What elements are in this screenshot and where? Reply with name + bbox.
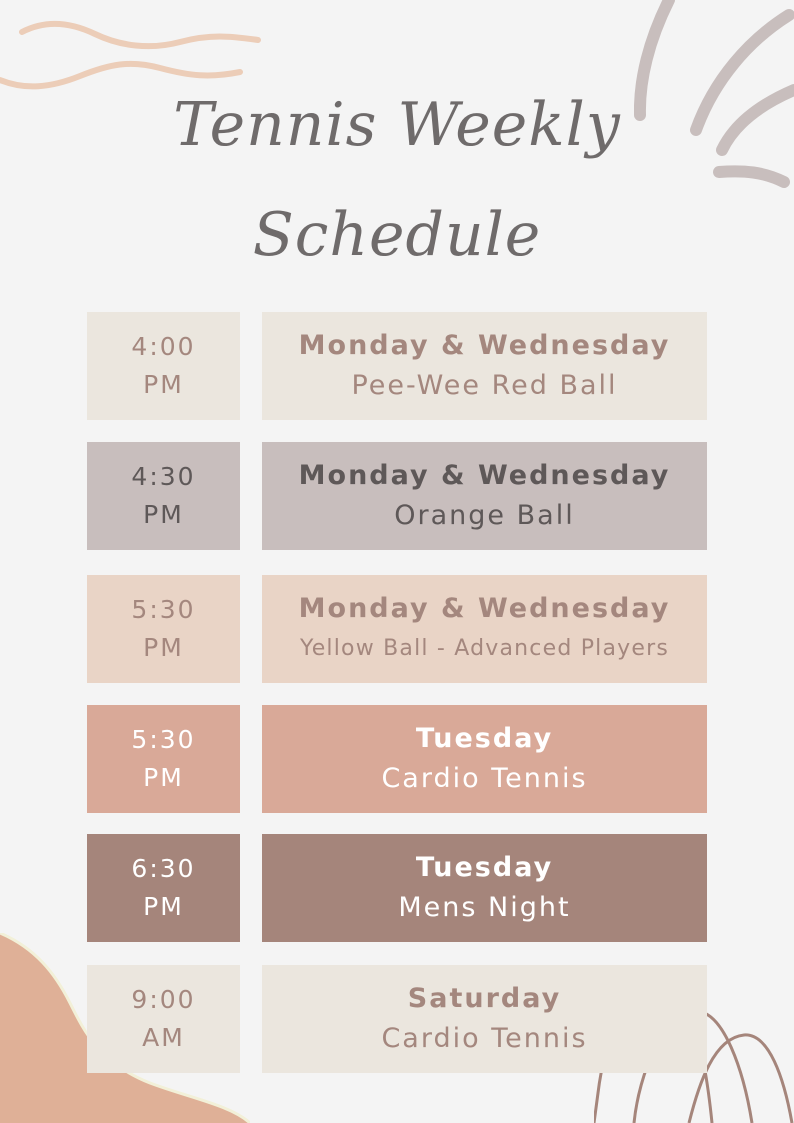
time-cell	[87, 834, 240, 942]
title-line-1: Tennis Weekly	[173, 90, 621, 160]
ampm-label: PM	[143, 370, 184, 399]
ampm-label: PM	[143, 892, 184, 921]
class-name: Pee-Wee Red Ball	[351, 370, 618, 401]
day-label: Tuesday	[415, 852, 554, 883]
time-label: 6:30	[131, 854, 196, 883]
class-cell	[262, 312, 707, 420]
ampm-label: PM	[143, 500, 184, 529]
class-name: Yellow Ball - Advanced Players	[299, 636, 670, 661]
time-cell	[87, 575, 240, 683]
class-cell	[262, 965, 707, 1073]
class-name: Cardio Tennis	[381, 1023, 588, 1054]
time-label: 4:30	[131, 462, 196, 491]
schedule-row	[87, 965, 707, 1073]
schedule-row	[87, 442, 707, 550]
class-cell	[262, 442, 707, 550]
schedule-row	[87, 312, 707, 420]
time-cell	[87, 442, 240, 550]
ampm-label: AM	[142, 1023, 185, 1052]
time-cell	[87, 312, 240, 420]
class-cell	[262, 834, 707, 942]
day-label: Monday & Wednesday	[298, 593, 671, 624]
time-label: 5:30	[131, 725, 196, 754]
time-cell	[87, 705, 240, 813]
schedule-row	[87, 834, 707, 942]
class-cell	[262, 575, 707, 683]
page-title	[0, 70, 794, 290]
day-label: Saturday	[407, 983, 562, 1014]
time-label: 9:00	[131, 985, 196, 1014]
title-line-2: Schedule	[252, 200, 542, 270]
ampm-label: PM	[143, 763, 184, 792]
schedule-row	[87, 575, 707, 683]
class-name: Cardio Tennis	[381, 763, 588, 794]
time-label: 4:00	[131, 332, 196, 361]
class-cell	[262, 705, 707, 813]
day-label: Monday & Wednesday	[298, 460, 671, 491]
time-cell	[87, 965, 240, 1073]
day-label: Tuesday	[415, 723, 554, 754]
class-name: Orange Ball	[394, 500, 575, 531]
time-label: 5:30	[131, 595, 196, 624]
class-name: Mens Night	[398, 892, 571, 923]
day-label: Monday & Wednesday	[298, 330, 671, 361]
schedule-row	[87, 705, 707, 813]
ampm-label: PM	[143, 633, 184, 662]
